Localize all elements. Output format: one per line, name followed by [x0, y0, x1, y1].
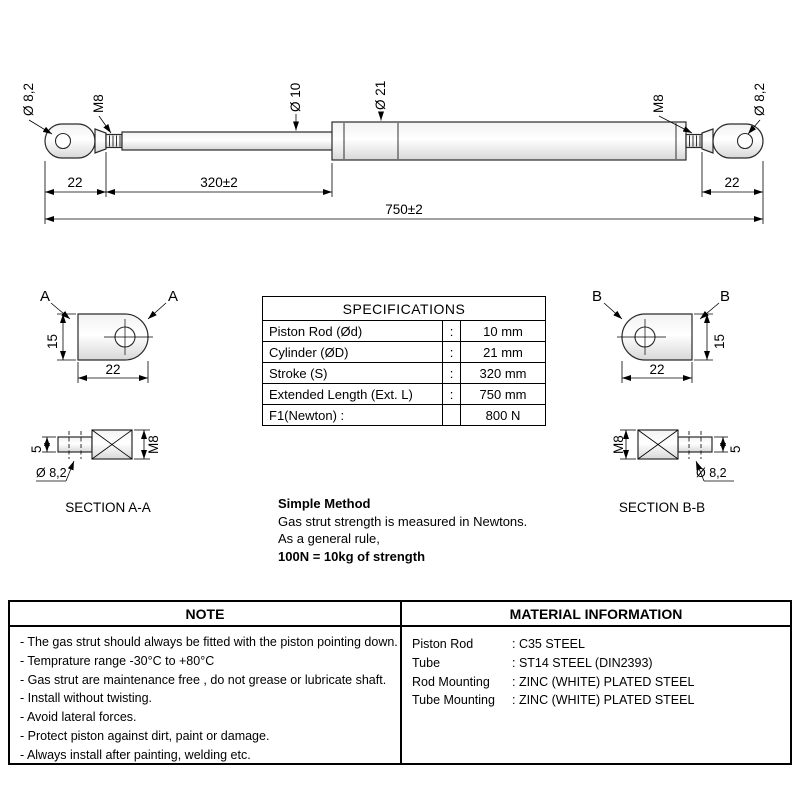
- section-a-caption: SECTION A-A: [65, 500, 151, 515]
- dim-text-m8: M8: [611, 435, 626, 454]
- specifications-title: SPECIFICATIONS: [263, 297, 545, 321]
- eyelet-plate-edge: [58, 437, 92, 452]
- spec-label: Stroke (S): [263, 363, 443, 383]
- dim-text-15: 15: [45, 333, 60, 349]
- spec-value: 750 mm: [479, 387, 527, 402]
- note-title: NOTE: [10, 602, 400, 627]
- section-letter: B: [720, 288, 731, 305]
- material-value: : ST14 STEEL (DIN2393): [512, 655, 653, 670]
- dim-text-hole: Ø 8,2: [696, 466, 727, 480]
- spec-label: Extended Length (Ext. L): [263, 384, 443, 404]
- note-item: - Avoid lateral forces.: [20, 710, 137, 725]
- length-dimensions: [45, 152, 763, 224]
- spec-row-cylinder: [263, 342, 545, 363]
- dim-text-hole: Ø 8,2: [36, 466, 67, 480]
- simple-method-line: Gas strut strength is measured in Newtons.: [278, 513, 528, 529]
- simple-method-title: Simple Method: [278, 496, 371, 511]
- spec-separator: :: [443, 363, 461, 383]
- material-rows: [402, 627, 790, 710]
- label-rod-diameter: Ø 10: [288, 82, 303, 112]
- material-value: : ZINC (WHITE) PLATED STEEL: [512, 674, 695, 689]
- right-eyelet-hole: [738, 134, 753, 149]
- material-label: Tube: [412, 655, 441, 670]
- material-row-rod-mounting: [412, 673, 784, 692]
- spec-separator: [443, 405, 461, 425]
- note-item: - Install without twisting.: [20, 691, 152, 706]
- spec-value: 320 mm: [479, 366, 527, 381]
- leader-line: [99, 116, 111, 133]
- material-label: Rod Mounting: [412, 674, 490, 689]
- spec-row-stroke: [263, 363, 545, 384]
- leader-line: [29, 120, 52, 134]
- material-box: [402, 602, 790, 763]
- label-right-thread: M8: [651, 94, 666, 113]
- section-cut-arrow: [148, 303, 166, 319]
- section-letter: A: [40, 288, 51, 305]
- spec-row-extended-length: [263, 384, 545, 405]
- dim-text-stroke: 320±2: [200, 175, 238, 190]
- piston-rod: [122, 132, 334, 150]
- material-label: Piston Rod: [412, 637, 474, 651]
- spec-separator: :: [443, 321, 461, 341]
- section-letter: B: [592, 288, 603, 305]
- note-box: [10, 602, 402, 763]
- material-row-piston-rod: [412, 635, 784, 654]
- spec-row-force: [263, 405, 545, 425]
- spec-value: 800 N: [485, 408, 521, 423]
- spec-row-piston-rod: [263, 321, 545, 342]
- dim-text-m8: M8: [146, 435, 161, 454]
- dim-text-15: 15: [712, 333, 727, 349]
- material-label: Tube Mounting: [412, 693, 495, 708]
- label-left-eye-diameter: Ø 8,2: [21, 82, 36, 116]
- simple-method-note: [278, 495, 527, 565]
- note-item: - Gas strut are maintenance free , do not grease or lubricate shaft.: [20, 672, 387, 687]
- note-item: - The gas strut should always be fitted with the piston pointing down.: [20, 635, 398, 649]
- left-fork: [95, 129, 106, 153]
- dim-text-5: 5: [728, 445, 743, 453]
- section-cut-arrow: [51, 303, 70, 319]
- note-items: [10, 627, 400, 765]
- label-cylinder-diameter: Ø 21: [373, 80, 388, 110]
- cylinder: [332, 122, 686, 160]
- specifications-table: [262, 296, 546, 426]
- spec-separator: :: [443, 342, 461, 362]
- dim-text-right-22: 22: [724, 175, 740, 190]
- dim-text-22: 22: [105, 362, 121, 377]
- simple-method-rule: 100N = 10kg of strength: [278, 548, 426, 564]
- section-letter: A: [168, 288, 179, 305]
- dim-text-22: 22: [649, 362, 665, 377]
- note-item: - Temprature range -30°C to +80°C: [20, 653, 215, 668]
- spec-label: Piston Rod (Ød): [263, 321, 443, 341]
- gas-strut-side-view: [45, 122, 763, 160]
- info-tables: [8, 600, 792, 765]
- right-fork: [702, 129, 713, 153]
- material-value: : ZINC (WHITE) PLATED STEEL: [512, 693, 695, 708]
- spec-value: 21 mm: [483, 345, 523, 360]
- note-item: - Always install after painting, welding etc.: [20, 747, 251, 762]
- label-right-eye-diameter: Ø 8,2: [752, 82, 767, 116]
- leader-line: [66, 461, 74, 481]
- dim-text-5: 5: [29, 445, 44, 453]
- note-item: - Protect piston against dirt, paint or damage.: [20, 728, 270, 743]
- spec-label: F1(Newton) :: [263, 405, 443, 425]
- spec-separator: :: [443, 384, 461, 404]
- left-eyelet-hole: [56, 134, 71, 149]
- dim-text-left-22: 22: [67, 175, 83, 190]
- material-row-tube: [412, 654, 784, 673]
- dim-text-total: 750±2: [385, 202, 423, 217]
- material-row-tube-mounting: [412, 691, 784, 710]
- material-value: : C35 STEEL: [512, 637, 585, 651]
- spec-value: 10 mm: [483, 324, 523, 339]
- section-b-caption: SECTION B-B: [618, 500, 706, 515]
- spec-label: Cylinder (ØD): [263, 342, 443, 362]
- material-title: MATERIAL INFORMATION: [402, 602, 790, 627]
- label-left-thread: M8: [91, 94, 106, 113]
- simple-method-line: As a general rule,: [278, 531, 380, 546]
